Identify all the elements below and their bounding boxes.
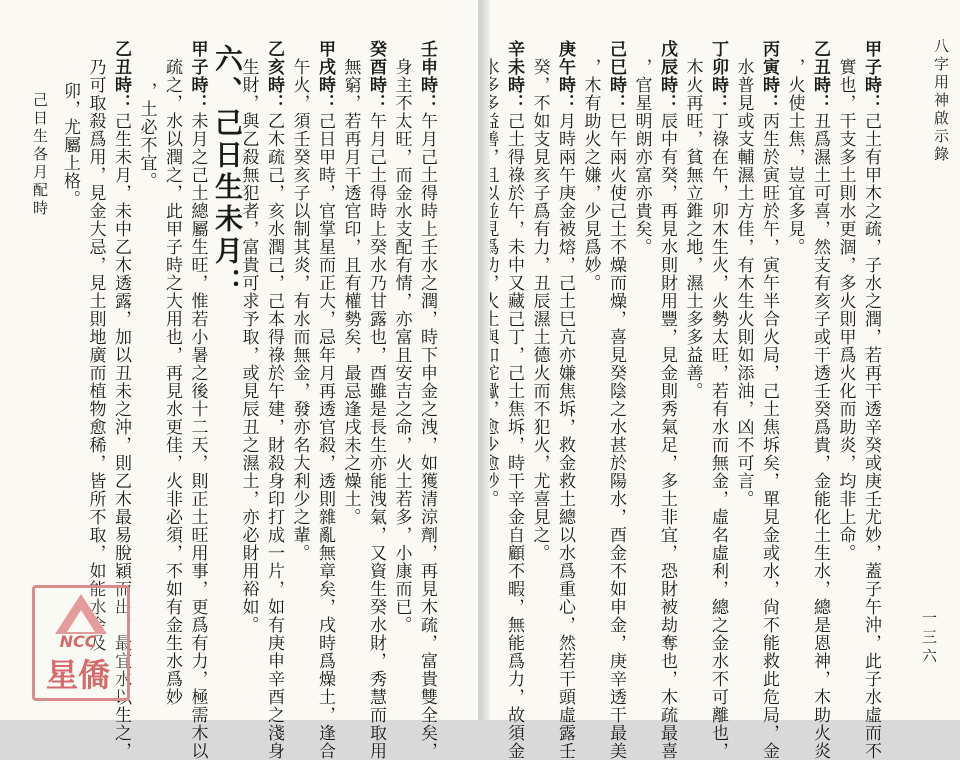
hour-label: 辛未時： bbox=[504, 40, 524, 112]
column-text: 卯，尤屬上格。 bbox=[60, 82, 80, 208]
stamp-brand-cjk: 星僑 bbox=[45, 656, 110, 694]
text-column bbox=[136, 82, 158, 190]
text-column bbox=[580, 58, 602, 292]
chapter-running-head: 己日生各月配時 bbox=[31, 92, 49, 218]
text-column bbox=[758, 40, 780, 760]
column-text: 午月己土得時上癸水乃甘露也，酉雖是長生亦能洩氣，又資生癸水財，秀慧而取用 bbox=[366, 112, 386, 760]
column-text: 午月己土得時上壬水之潤，時下申金之洩，如獲清涼劑，再見木疏，富貴雙全矣， bbox=[417, 112, 437, 760]
hour-label: 甲子時： bbox=[187, 40, 208, 112]
column-text: 己土有甲木之疏，子水之潤，若再干透辛癸或庚壬尤妙，蓋子午沖，此子水虛而不 bbox=[861, 112, 881, 760]
text-column bbox=[707, 40, 729, 760]
text-column bbox=[529, 58, 551, 562]
text-column bbox=[187, 40, 209, 760]
column-text: 疏之，水以潤之，此甲子時之大用也，再見水更佳，火非必須，不如有金生水爲妙 bbox=[162, 58, 182, 706]
hour-label: 己巳時： bbox=[606, 40, 626, 112]
text-column bbox=[85, 58, 107, 652]
column-text: 己日甲時，官掌星而正大，忌年月再透官殺，透則雜亂無章矣，戌時爲燥土，逢合 bbox=[315, 112, 335, 760]
column-text: 己生未月，未中乙木透露，加以丑未之沖，則乙木最易脫穎而出，最宜水以生之， bbox=[111, 112, 131, 760]
text-column bbox=[289, 58, 311, 562]
column-text: 實也，干支多土則水更涸，多火則甲爲火化而助炎，均非上命。 bbox=[835, 58, 856, 562]
text-column bbox=[733, 58, 755, 508]
column-text: 癸，不如支見亥子爲有力，丑辰濕土德火而不犯火，尤喜見之。 bbox=[529, 58, 550, 562]
column-text: 午火，須壬癸亥子以制其炎，有水而無金，發亦名大利少之輩。 bbox=[289, 58, 310, 562]
hour-label: 癸酉時： bbox=[366, 40, 386, 112]
text-column bbox=[59, 82, 81, 208]
column-text: 木火再旺，貧無立錐之地，濕土多多益善。 bbox=[682, 58, 703, 400]
text-column bbox=[340, 58, 362, 526]
column-text: 乃可取殺爲用，見金大忌，見土則地廣而植物愈稀，皆所不取，如能水金及 bbox=[85, 58, 106, 652]
text-column bbox=[365, 40, 387, 760]
stamp-brand-latin: NCC bbox=[59, 632, 97, 651]
column-text: 無窮，若再月干透官印，且有權勢矣，最忌逢戌未之燥土。 bbox=[340, 58, 361, 526]
column-text: 丁祿在午，卯木生火，火勢太旺，若有水而無金，虛名虛利，總之金水不可離也， bbox=[708, 112, 728, 760]
running-head: 八字用神啟示錄 bbox=[932, 38, 950, 164]
section-heading: 六、己日生未月： bbox=[211, 44, 244, 300]
column-text: ，火使土焦，豈宜多見。 bbox=[784, 58, 805, 256]
text-column bbox=[314, 40, 336, 760]
text-column bbox=[835, 58, 857, 562]
hour-label: 甲子時： bbox=[861, 40, 881, 112]
text-column bbox=[554, 40, 576, 760]
text-column bbox=[682, 58, 704, 400]
text-column bbox=[631, 58, 653, 256]
column-text: ，土必不宜。 bbox=[136, 82, 157, 190]
column-text: 未月之己土總屬生旺，惟若小暑之後十二天，則正土旺用事，更爲有力，極需木以 bbox=[187, 112, 208, 760]
hour-label: 甲戌時： bbox=[315, 40, 335, 112]
text-column bbox=[161, 58, 183, 706]
column-text: ，木有助火之嫌，少見爲妙。 bbox=[580, 58, 601, 292]
column-text: 辰中有癸，再見水則財用豐，見金則秀氣足，多土非宜，恐財被劫奪也，木疏最喜 bbox=[657, 112, 677, 760]
text-column bbox=[416, 40, 438, 760]
column-text: 己土得祿於午，未中又藏己丁，己土焦坼，時干辛金自顧不暇，無能爲力，故須金 bbox=[504, 112, 524, 760]
column-text: 巳午兩火使己土不燥而燥，喜見癸陰之水甚於陽水，酉金不如申金，庚辛透干最美 bbox=[606, 112, 626, 760]
text-column bbox=[784, 58, 806, 256]
text-column bbox=[263, 40, 285, 760]
column-text: 乙木疏己，亥水潤己，己本得祿於午建，財殺身印打成一片，如有庚申辛酉之淺身 bbox=[264, 112, 284, 760]
column-text: 丙生於寅旺於午，寅午半合火局，己土焦坼矣，單見金或水，尙不能救此危局，金 bbox=[759, 112, 779, 760]
hour-label: 丙寅時： bbox=[759, 40, 779, 112]
text-column bbox=[656, 40, 678, 760]
column-text: 丑爲濕土可喜，然支有亥子或干透壬癸爲貴，金能化土生水，總是恩神，木助火炎 bbox=[810, 112, 830, 760]
hour-label: 庚午時： bbox=[555, 40, 575, 112]
hour-label: 壬申時： bbox=[417, 40, 437, 112]
column-text: 生財，與乙殺無犯者，富貴可求予取，或見辰丑之濕土，亦必財用裕如。 bbox=[238, 58, 259, 634]
hour-label: 乙丑時： bbox=[111, 40, 131, 112]
left-page bbox=[0, 0, 478, 760]
text-column bbox=[860, 40, 882, 760]
page-number: 一三六 bbox=[920, 610, 938, 667]
hour-label: 乙丑時： bbox=[810, 40, 830, 112]
column-text: 水普見或支輔濕土方佳，有木生火則如添油，凶不可言。 bbox=[733, 58, 754, 508]
hour-label: 戊辰時： bbox=[657, 40, 677, 112]
text-column bbox=[605, 40, 627, 760]
hour-label: 乙亥時： bbox=[264, 40, 284, 112]
right-page bbox=[482, 0, 960, 760]
watermark-stamp bbox=[32, 585, 130, 701]
column-text: 身主不太旺，而金水支配有情，亦富且安吉之命，火土若多，小康而已。 bbox=[391, 58, 412, 634]
column-text: 月時兩午庚金被熔，己土巳亢亦嫌焦坼，救金救土總以水爲重心，然若干頭虛露壬 bbox=[555, 112, 575, 760]
text-column bbox=[809, 40, 831, 760]
text-column bbox=[503, 40, 525, 760]
text-column bbox=[391, 58, 413, 634]
column-text: ，官星明朗亦富亦貴矣。 bbox=[631, 58, 652, 256]
hour-label: 丁卯時： bbox=[708, 40, 728, 112]
